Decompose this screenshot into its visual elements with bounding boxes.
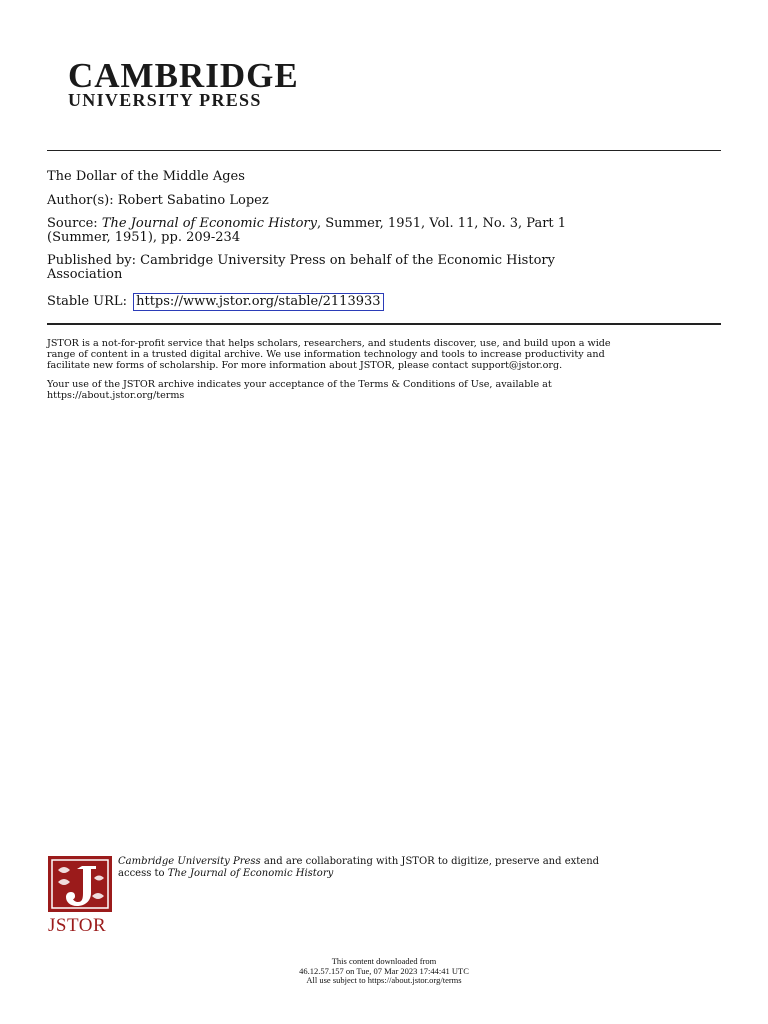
collab-text: and are collaborating with JSTOR to digitize, preserve and extend [260, 856, 600, 867]
middle-divider [47, 323, 721, 325]
collab-journal: The Journal of Economic History [167, 868, 334, 879]
notice-line: range of content in a trusted digital archive. We use information technology and tools to increase productivity and [47, 349, 605, 360]
download-footer [0, 957, 768, 986]
footer-line: This content downloaded from [331, 956, 437, 966]
published-value: Cambridge University Press on behalf of the Economic History [140, 253, 555, 268]
notice-line: JSTOR is a not-for-profit service that helps scholars, researchers, and students discover, use, and build upon a wide [47, 338, 611, 349]
source-details-2: (Summer, 1951), pp. 209-234 [47, 230, 241, 245]
stable-url-link[interactable]: https://www.jstor.org/stable/2113933 [133, 293, 383, 311]
jstor-notice [47, 338, 723, 371]
terms-notice [47, 379, 723, 401]
publisher-logo-title: CAMBRIDGE [68, 56, 299, 95]
notice-line: facilitate new forms of scholarship. For more information about JSTOR, please contact support@jstor.org. [47, 360, 563, 371]
jstor-logo [48, 856, 112, 936]
terms-url[interactable]: https://about.jstor.org/terms [47, 390, 185, 401]
collab-publisher: Cambridge University Press [118, 856, 261, 867]
footer-line: 46.12.57.157 on Tue, 07 Mar 2023 17:44:41 UTC [299, 965, 469, 976]
notice-line: Your use of the JSTOR archive indicates your acceptance of the Terms & Conditions of Use, available at [47, 379, 552, 390]
source-line [47, 217, 707, 245]
publisher-logo-subtitle: UNIVERSITY PRESS [68, 90, 262, 110]
jstor-wordmark: JSTOR [48, 915, 107, 936]
stable-url-label: Stable URL: [47, 294, 127, 309]
stable-url-line [47, 293, 707, 311]
authors-label: Author(s): [47, 193, 114, 208]
published-value-2: Association [47, 267, 123, 282]
footer-line: All use subject to https://about.jstor.org/terms [306, 975, 462, 985]
top-divider [47, 150, 721, 151]
authors-value: Robert Sabatino Lopez [117, 193, 269, 208]
source-label: Source: [47, 216, 98, 231]
collaboration-statement [118, 856, 718, 880]
source-details: , Summer, 1951, Vol. 11, No. 3, Part 1 [316, 216, 567, 231]
jstor-emblem-icon [48, 856, 112, 912]
journal-title: The Journal of Economic History [101, 216, 317, 231]
collab-access-prefix: access to [118, 868, 168, 879]
published-line [47, 254, 707, 282]
published-label: Published by: [47, 253, 136, 268]
authors-line [47, 194, 707, 208]
article-title: The Dollar of the Middle Ages [47, 169, 245, 184]
